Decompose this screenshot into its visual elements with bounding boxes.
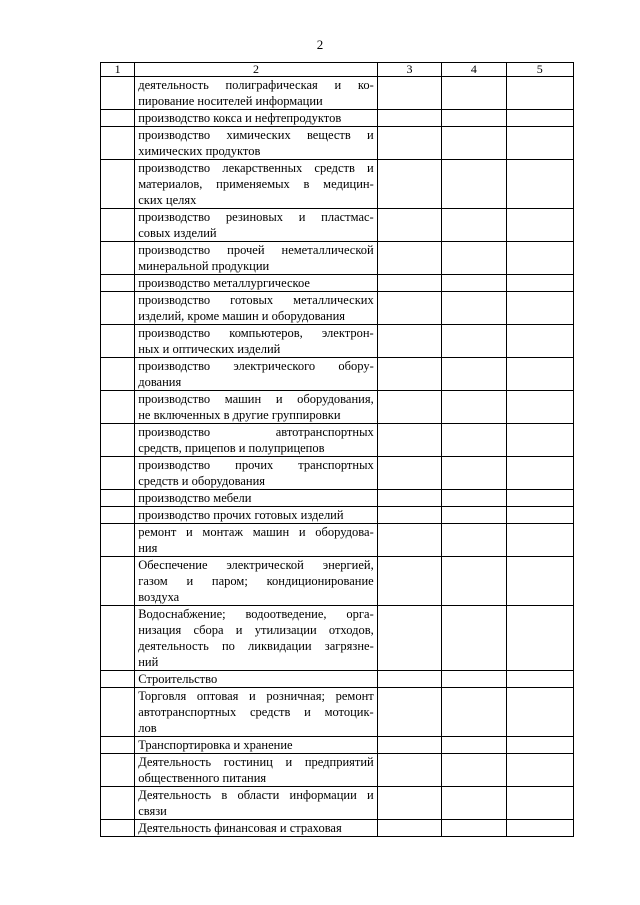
activity-name-cell: Деятельность финансовая и страховая [135,820,378,837]
cell-col5 [506,292,573,325]
cell-col4 [442,457,506,490]
cell-col1 [101,160,135,209]
table-row [101,820,574,837]
cell-col3 [377,391,441,424]
table-row [101,424,574,457]
table-row [101,688,574,737]
cell-col1 [101,737,135,754]
cell-col1 [101,671,135,688]
cell-col4 [442,275,506,292]
cell-col1 [101,490,135,507]
cell-col4 [442,242,506,275]
table-row [101,754,574,787]
cell-col4 [442,391,506,424]
table-row [101,606,574,671]
cell-col3 [377,688,441,737]
table-row [101,292,574,325]
cell-col4 [442,160,506,209]
cell-col3 [377,358,441,391]
table-row [101,110,574,127]
cell-col5 [506,787,573,820]
column-header: 3 [377,63,441,77]
activity-name-cell: производство металлургическое [135,275,378,292]
cell-col1 [101,77,135,110]
cell-col3 [377,737,441,754]
cell-col5 [506,557,573,606]
cell-col1 [101,688,135,737]
cell-col4 [442,490,506,507]
cell-col3 [377,77,441,110]
table-row [101,787,574,820]
cell-col1 [101,424,135,457]
cell-col3 [377,787,441,820]
cell-col4 [442,820,506,837]
cell-col1 [101,325,135,358]
cell-col3 [377,325,441,358]
cell-col3 [377,490,441,507]
cell-col4 [442,424,506,457]
cell-col1 [101,787,135,820]
cell-col3 [377,275,441,292]
cell-col5 [506,606,573,671]
activity-name-cell: производство компьютеров, электрон- ных и оптических изделий [135,325,378,358]
cell-col3 [377,507,441,524]
table-row [101,391,574,424]
activity-name-cell: производство резиновых и пластмас- совых изделий [135,209,378,242]
table-row [101,242,574,275]
table-header-row [101,63,574,77]
cell-col3 [377,606,441,671]
cell-col4 [442,292,506,325]
cell-col1 [101,754,135,787]
table-row [101,358,574,391]
cell-col1 [101,358,135,391]
table-row [101,325,574,358]
cell-col4 [442,209,506,242]
cell-col5 [506,391,573,424]
activity-table [100,62,574,837]
table-row [101,275,574,292]
column-header: 2 [135,63,378,77]
activity-name-cell: деятельность полиграфическая и ко- пирование носителей информации [135,77,378,110]
cell-col5 [506,671,573,688]
activity-name-cell: Деятельность в области информации и связи [135,787,378,820]
cell-col4 [442,524,506,557]
cell-col3 [377,110,441,127]
cell-col5 [506,820,573,837]
cell-col4 [442,77,506,110]
cell-col1 [101,606,135,671]
cell-col3 [377,160,441,209]
cell-col3 [377,524,441,557]
cell-col4 [442,754,506,787]
activity-name-cell: Обеспечение электрической энергией, газом и паром; кондиционирование воздуха [135,557,378,606]
cell-col1 [101,275,135,292]
cell-col3 [377,424,441,457]
table-row [101,671,574,688]
cell-col5 [506,275,573,292]
column-header: 5 [506,63,573,77]
column-header: 4 [442,63,506,77]
table-row [101,557,574,606]
cell-col3 [377,557,441,606]
cell-col4 [442,507,506,524]
activity-name-cell: производство прочих готовых изделий [135,507,378,524]
table-row [101,524,574,557]
cell-col4 [442,325,506,358]
cell-col4 [442,671,506,688]
cell-col3 [377,127,441,160]
table-row [101,490,574,507]
table-row [101,737,574,754]
cell-col1 [101,110,135,127]
activity-name-cell: производство химических веществ и химических продуктов [135,127,378,160]
activity-name-cell: Деятельность гостиниц и предприятий общественного питания [135,754,378,787]
cell-col1 [101,524,135,557]
activity-name-cell: производство мебели [135,490,378,507]
activity-name-cell: Строительство [135,671,378,688]
cell-col1 [101,457,135,490]
cell-col4 [442,688,506,737]
cell-col3 [377,671,441,688]
page-number: 2 [316,37,324,52]
activity-name-cell: производство автотранспортных средств, прицепов и полуприцепов [135,424,378,457]
cell-col5 [506,242,573,275]
cell-col1 [101,391,135,424]
cell-col3 [377,820,441,837]
cell-col1 [101,820,135,837]
cell-col4 [442,110,506,127]
activity-name-cell: производство готовых металлических изделий, кроме машин и оборудования [135,292,378,325]
cell-col5 [506,77,573,110]
activity-name-cell: производство кокса и нефтепродуктов [135,110,378,127]
cell-col3 [377,754,441,787]
activity-name-cell: производство прочих транспортных средств и оборудования [135,457,378,490]
activity-name-cell: Водоснабжение; водоотведение, орга- низация сбора и утилизации отходов, деятельность по ликвидации загрязне- ний [135,606,378,671]
cell-col4 [442,127,506,160]
table-row [101,77,574,110]
table-row [101,507,574,524]
cell-col5 [506,457,573,490]
activity-name-cell: производство машин и оборудования, не включенных в другие группировки [135,391,378,424]
cell-col1 [101,292,135,325]
cell-col5 [506,160,573,209]
cell-col1 [101,557,135,606]
cell-col4 [442,737,506,754]
cell-col5 [506,507,573,524]
cell-col5 [506,490,573,507]
activity-name-cell: Торговля оптовая и розничная; ремонт автотранспортных средств и мотоцик- лов [135,688,378,737]
activity-name-cell: производство лекарственных средств и материалов, применяемых в медицин- ских целях [135,160,378,209]
cell-col5 [506,358,573,391]
cell-col5 [506,424,573,457]
cell-col1 [101,209,135,242]
table-row [101,160,574,209]
cell-col4 [442,358,506,391]
cell-col5 [506,524,573,557]
cell-col1 [101,127,135,160]
cell-col1 [101,507,135,524]
activity-name-cell: Транспортировка и хранение [135,737,378,754]
cell-col5 [506,754,573,787]
cell-col3 [377,457,441,490]
cell-col5 [506,737,573,754]
cell-col4 [442,557,506,606]
cell-col3 [377,292,441,325]
activity-name-cell: производство прочей неметаллической минеральной продукции [135,242,378,275]
cell-col4 [442,787,506,820]
cell-col5 [506,688,573,737]
cell-col3 [377,209,441,242]
cell-col5 [506,209,573,242]
cell-col5 [506,325,573,358]
activity-name-cell: ремонт и монтаж машин и оборудова- ния [135,524,378,557]
cell-col5 [506,127,573,160]
column-header: 1 [101,63,135,77]
cell-col3 [377,242,441,275]
cell-col1 [101,242,135,275]
cell-col4 [442,606,506,671]
table-row [101,127,574,160]
table-row [101,209,574,242]
cell-col5 [506,110,573,127]
activity-name-cell: производство электрического обору- дования [135,358,378,391]
table-row [101,457,574,490]
